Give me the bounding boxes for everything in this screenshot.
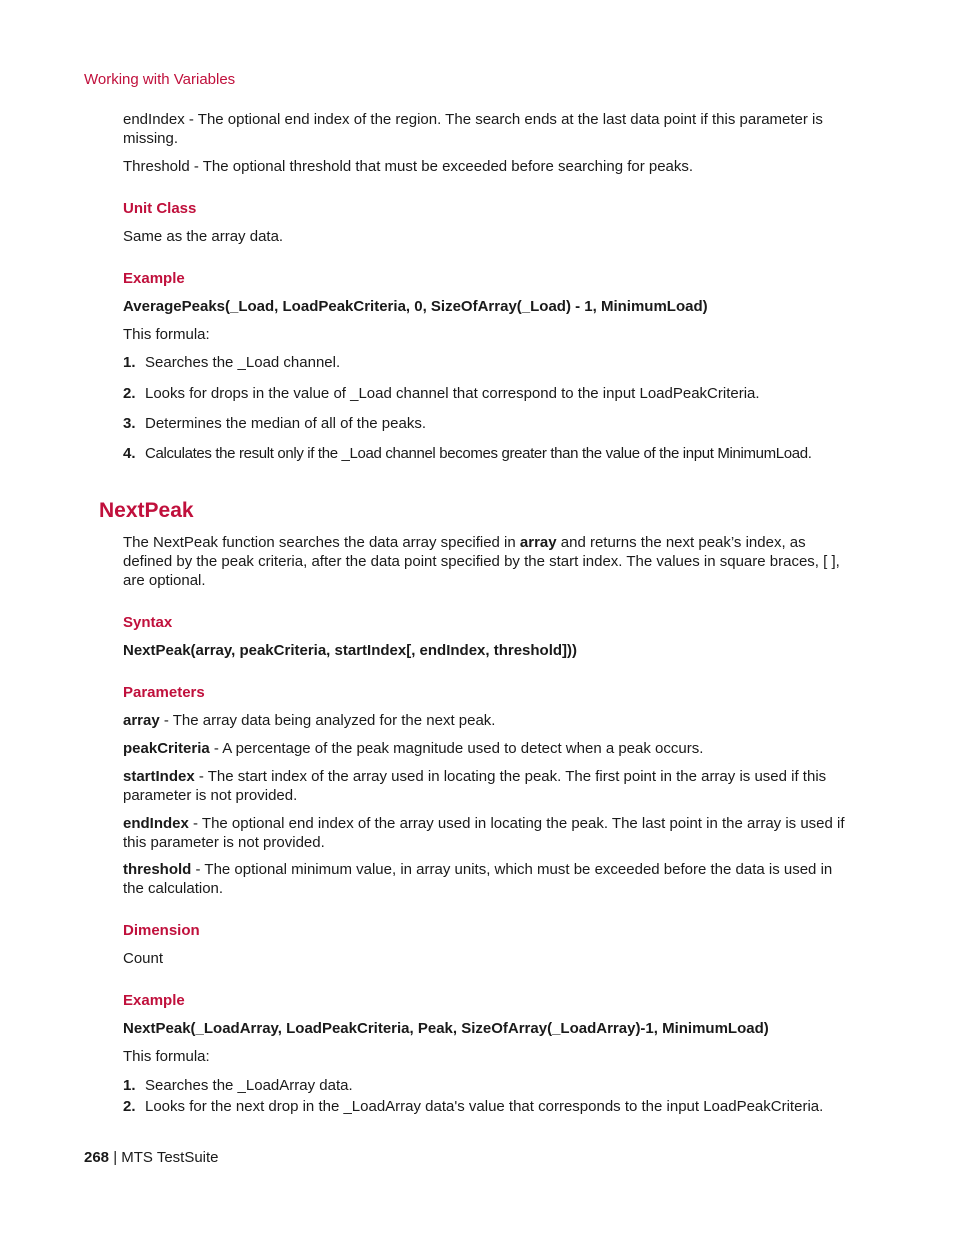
example-heading: Example <box>123 270 185 287</box>
page-footer: 268 | MTS TestSuite <box>84 1149 219 1166</box>
product-name: MTS TestSuite <box>121 1149 219 1166</box>
list-item: 1. Searches the _LoadArray data. <box>123 1077 353 1094</box>
list-item: 4. Calculates the result only if the _Load channel becomes greater than the value of the input MinimumLoad. <box>123 445 812 462</box>
nextpeak-intro: The NextPeak function searches the data array specified in array and returns the next peak’s index, as defined by the peak criteria, after the data point specified by the start index. The values in square braces, [ ], are optional. <box>123 534 840 589</box>
list-item: 2. Looks for the next drop in the _LoadArray data's value that corresponds to the input LoadPeakCriteria. <box>123 1098 824 1115</box>
unit-class-text: Same as the array data. <box>123 228 284 245</box>
list-item: 1. Searches the _Load channel. <box>123 354 341 371</box>
dimension-text: Count <box>123 950 164 967</box>
param-threshold: threshold - The optional minimum value, in array units, which must be exceeded before the data is used in the calculation. <box>123 861 833 897</box>
endindex-text: endIndex - The optional end index of the region. The search ends at the last data point if this parameter is missing. <box>123 111 823 147</box>
list-item: 3. Determines the median of all of the peaks. <box>123 415 426 432</box>
param-endindex: endIndex - The optional end index of the array used in locating the peak. The last point in the array is used if this parameter is not provided. <box>123 815 845 851</box>
running-head: Working with Variables <box>84 71 236 88</box>
param-array: array - The array data being analyzed for the next peak. <box>123 712 496 729</box>
page-number: 268 <box>84 1149 110 1166</box>
unit-class-heading: Unit Class <box>123 200 197 217</box>
section-title: NextPeak <box>99 499 194 522</box>
param-startindex: startIndex - The start index of the array used in locating the peak. The first point in the array is used if this parameter is not provided. <box>123 768 827 804</box>
list-item: 2. Looks for drops in the value of _Load channel that correspond to the input LoadPeakCriteria. <box>123 385 760 402</box>
threshold-text: Threshold - The optional threshold that must be exceeded before searching for peaks. <box>123 158 694 175</box>
example-formula: NextPeak(_LoadArray, LoadPeakCriteria, Peak, SizeOfArray(_LoadArray)-1, MinimumLoad) <box>123 1020 769 1037</box>
syntax-heading: Syntax <box>123 614 173 631</box>
example-formula: AveragePeaks(_Load, LoadPeakCriteria, 0, SizeOfArray(_Load) - 1, MinimumLoad) <box>123 298 708 315</box>
syntax-formula: NextPeak(array, peakCriteria, startIndex[, endIndex, threshold])) <box>123 642 578 659</box>
param-peakcriteria: peakCriteria - A percentage of the peak magnitude used to detect when a peak occurs. <box>123 740 704 757</box>
dimension-heading: Dimension <box>123 922 200 939</box>
this-formula-text: This formula: <box>123 1048 210 1065</box>
example-heading: Example <box>123 992 185 1009</box>
parameters-heading: Parameters <box>123 684 205 701</box>
this-formula-text: This formula: <box>123 326 210 343</box>
